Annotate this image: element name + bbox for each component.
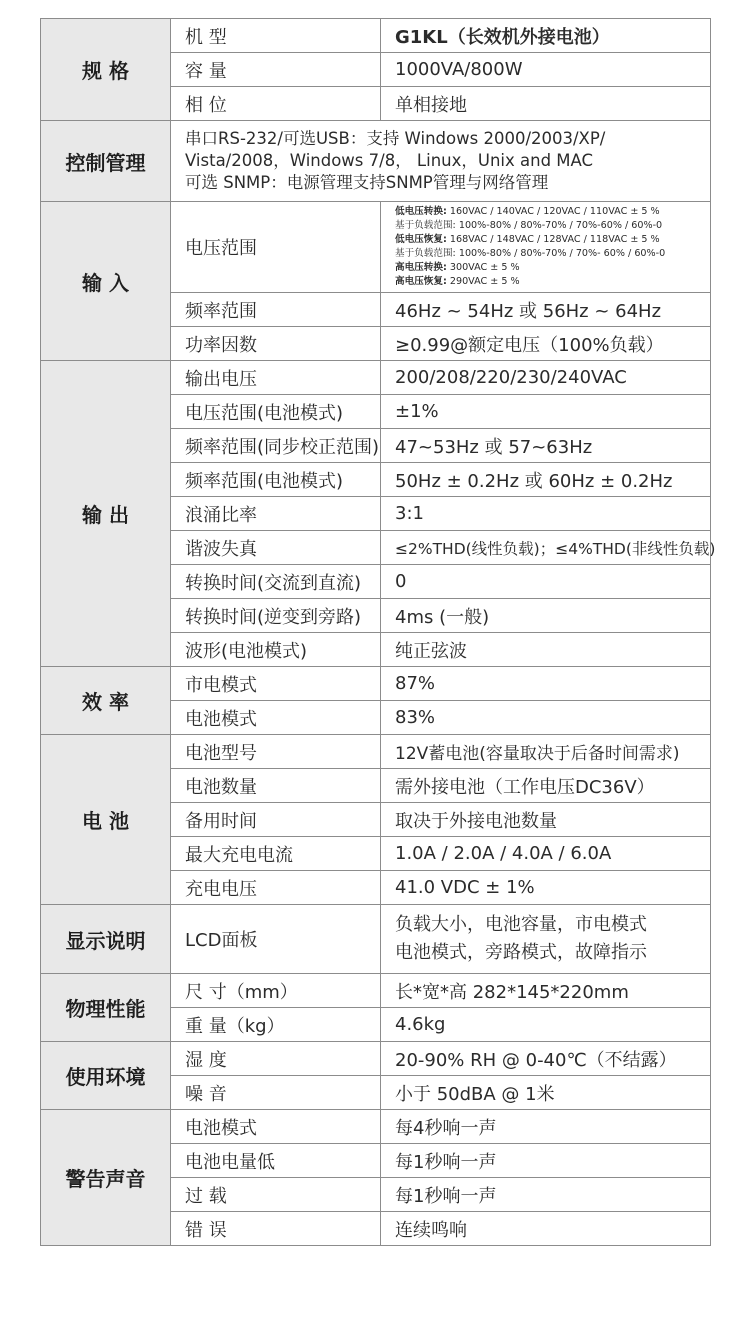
row-value: 0 bbox=[381, 565, 711, 599]
vr-head: 低电压恢复: bbox=[395, 234, 447, 245]
row-label: 充电电压 bbox=[171, 871, 381, 905]
row-value: 需外接电池（工作电压DC36V） bbox=[381, 769, 711, 803]
row-value: 每1秒响一声 bbox=[381, 1178, 711, 1212]
row-label: 过 载 bbox=[171, 1178, 381, 1212]
row-value: ±1% bbox=[381, 395, 711, 429]
row-label: 机 型 bbox=[171, 19, 381, 53]
row-value: G1KL（长效机外接电池） bbox=[381, 19, 711, 53]
row-label: 电池电量低 bbox=[171, 1144, 381, 1178]
row-value: 小于 50dBA @ 1米 bbox=[381, 1076, 711, 1110]
row-label: 相 位 bbox=[171, 87, 381, 121]
row-label: 频率范围(电池模式) bbox=[171, 463, 381, 497]
row-label: 市电模式 bbox=[171, 667, 381, 701]
vr-head: 高电压恢复: bbox=[395, 276, 447, 287]
row-label: 错 误 bbox=[171, 1212, 381, 1246]
table-row bbox=[41, 667, 711, 701]
row-label: 电压范围 bbox=[171, 202, 381, 293]
row-value: 1000VA/800W bbox=[381, 53, 711, 87]
row-value: 单相接地 bbox=[381, 87, 711, 121]
row-value: 87% bbox=[381, 667, 711, 701]
table-row bbox=[41, 1042, 711, 1076]
row-value: 4ms (一般) bbox=[381, 599, 711, 633]
row-label: 噪 音 bbox=[171, 1076, 381, 1110]
row-label: 最大充电电流 bbox=[171, 837, 381, 871]
row-value: 每1秒响一声 bbox=[381, 1144, 711, 1178]
row-value: 1.0A / 2.0A / 4.0A / 6.0A bbox=[381, 837, 711, 871]
row-label: 电池模式 bbox=[171, 1110, 381, 1144]
category-display: 显示说明 bbox=[41, 905, 171, 974]
table-row bbox=[41, 202, 711, 293]
voltage-range-detail bbox=[381, 202, 711, 293]
table-row bbox=[41, 905, 711, 974]
row-label: 频率范围 bbox=[171, 293, 381, 327]
row-value: 200/208/220/230/240VAC bbox=[381, 361, 711, 395]
table-row bbox=[41, 735, 711, 769]
row-label: 电压范围(电池模式) bbox=[171, 395, 381, 429]
vr-text: 168VAC / 148VAC / 128VAC / 118VAC ± 5 % bbox=[446, 234, 660, 245]
category-input: 输 入 bbox=[41, 202, 171, 361]
row-value: 取决于外接电池数量 bbox=[381, 803, 711, 837]
display-line: 电池模式，旁路模式，故障指示 bbox=[395, 942, 647, 963]
vr-text: 100%-80% / 80%-70% / 70%-60% / 60%-0 bbox=[455, 220, 663, 231]
table-row bbox=[41, 361, 711, 395]
row-label: LCD面板 bbox=[171, 905, 381, 974]
row-value: 47~53Hz 或 57~63Hz bbox=[381, 429, 711, 463]
category-alarm: 警告声音 bbox=[41, 1110, 171, 1246]
row-value: 50Hz ± 0.2Hz 或 60Hz ± 0.2Hz bbox=[381, 463, 711, 497]
category-output: 输 出 bbox=[41, 361, 171, 667]
row-label: 浪涌比率 bbox=[171, 497, 381, 531]
table-row bbox=[41, 1110, 711, 1144]
row-value bbox=[381, 905, 711, 974]
row-value: ≥0.99@额定电压（100%负载） bbox=[381, 327, 711, 361]
row-value: 46Hz ~ 54Hz 或 56Hz ~ 64Hz bbox=[381, 293, 711, 327]
row-label: 湿 度 bbox=[171, 1042, 381, 1076]
control-line: 串口RS-232/可选USB：支持 Windows 2000/2003/XP/ bbox=[185, 129, 606, 148]
category-battery: 电 池 bbox=[41, 735, 171, 905]
vr-text: 300VAC ± 5 % bbox=[446, 262, 520, 273]
row-label: 功率因数 bbox=[171, 327, 381, 361]
row-value: 纯正弦波 bbox=[381, 633, 711, 667]
category-spec: 规 格 bbox=[41, 19, 171, 121]
row-value: 41.0 VDC ± 1% bbox=[381, 871, 711, 905]
vr-head: 基于负载范围: bbox=[395, 220, 456, 231]
category-environment: 使用环境 bbox=[41, 1042, 171, 1110]
row-value: 83% bbox=[381, 701, 711, 735]
vr-text: 160VAC / 140VAC / 120VAC / 110VAC ± 5 % bbox=[446, 206, 660, 217]
row-label: 重 量（kg） bbox=[171, 1008, 381, 1042]
table-row bbox=[41, 19, 711, 53]
row-label: 转换时间(逆变到旁路) bbox=[171, 599, 381, 633]
category-efficiency: 效 率 bbox=[41, 667, 171, 735]
table-row bbox=[41, 974, 711, 1008]
display-line: 负载大小，电池容量，市电模式 bbox=[395, 914, 647, 935]
row-value: 连续鸣响 bbox=[381, 1212, 711, 1246]
row-value: 每4秒响一声 bbox=[381, 1110, 711, 1144]
row-value: 长*宽*高 282*145*220mm bbox=[381, 974, 711, 1008]
row-label: 尺 寸（mm） bbox=[171, 974, 381, 1008]
vr-text: 290VAC ± 5 % bbox=[446, 276, 520, 287]
row-label: 谐波失真 bbox=[171, 531, 381, 565]
category-physical: 物理性能 bbox=[41, 974, 171, 1042]
row-value: ≤2%THD(线性负载)；≤4%THD(非线性负载) bbox=[381, 531, 711, 565]
vr-head: 高电压转换: bbox=[395, 262, 447, 273]
row-value: 4.6kg bbox=[381, 1008, 711, 1042]
row-label: 电池数量 bbox=[171, 769, 381, 803]
row-label: 电池型号 bbox=[171, 735, 381, 769]
control-line: Vista/2008，Windows 7/8， Linux，Unix and MAC bbox=[185, 151, 594, 170]
row-label: 转换时间(交流到直流) bbox=[171, 565, 381, 599]
row-label: 输出电压 bbox=[171, 361, 381, 395]
vr-text: 100%-80% / 80%-70% / 70%- 60% / 60%-0 bbox=[455, 248, 666, 259]
row-value: 3:1 bbox=[381, 497, 711, 531]
category-control: 控制管理 bbox=[41, 121, 171, 202]
spec-table bbox=[40, 18, 716, 1246]
control-description bbox=[171, 121, 711, 202]
table-row bbox=[41, 121, 711, 202]
row-label: 电池模式 bbox=[171, 701, 381, 735]
row-label: 容 量 bbox=[171, 53, 381, 87]
row-value: 20-90% RH @ 0-40℃（不结露） bbox=[381, 1042, 711, 1076]
row-label: 频率范围(同步校正范围) bbox=[171, 429, 381, 463]
row-value: 12V蓄电池(容量取决于后备时间需求) bbox=[381, 735, 711, 769]
row-label: 备用时间 bbox=[171, 803, 381, 837]
vr-head: 基于负载范围: bbox=[395, 248, 456, 259]
control-line: 可选 SNMP：电源管理支持SNMP管理与网络管理 bbox=[185, 173, 549, 192]
row-label: 波形(电池模式) bbox=[171, 633, 381, 667]
vr-head: 低电压转换: bbox=[395, 206, 447, 217]
